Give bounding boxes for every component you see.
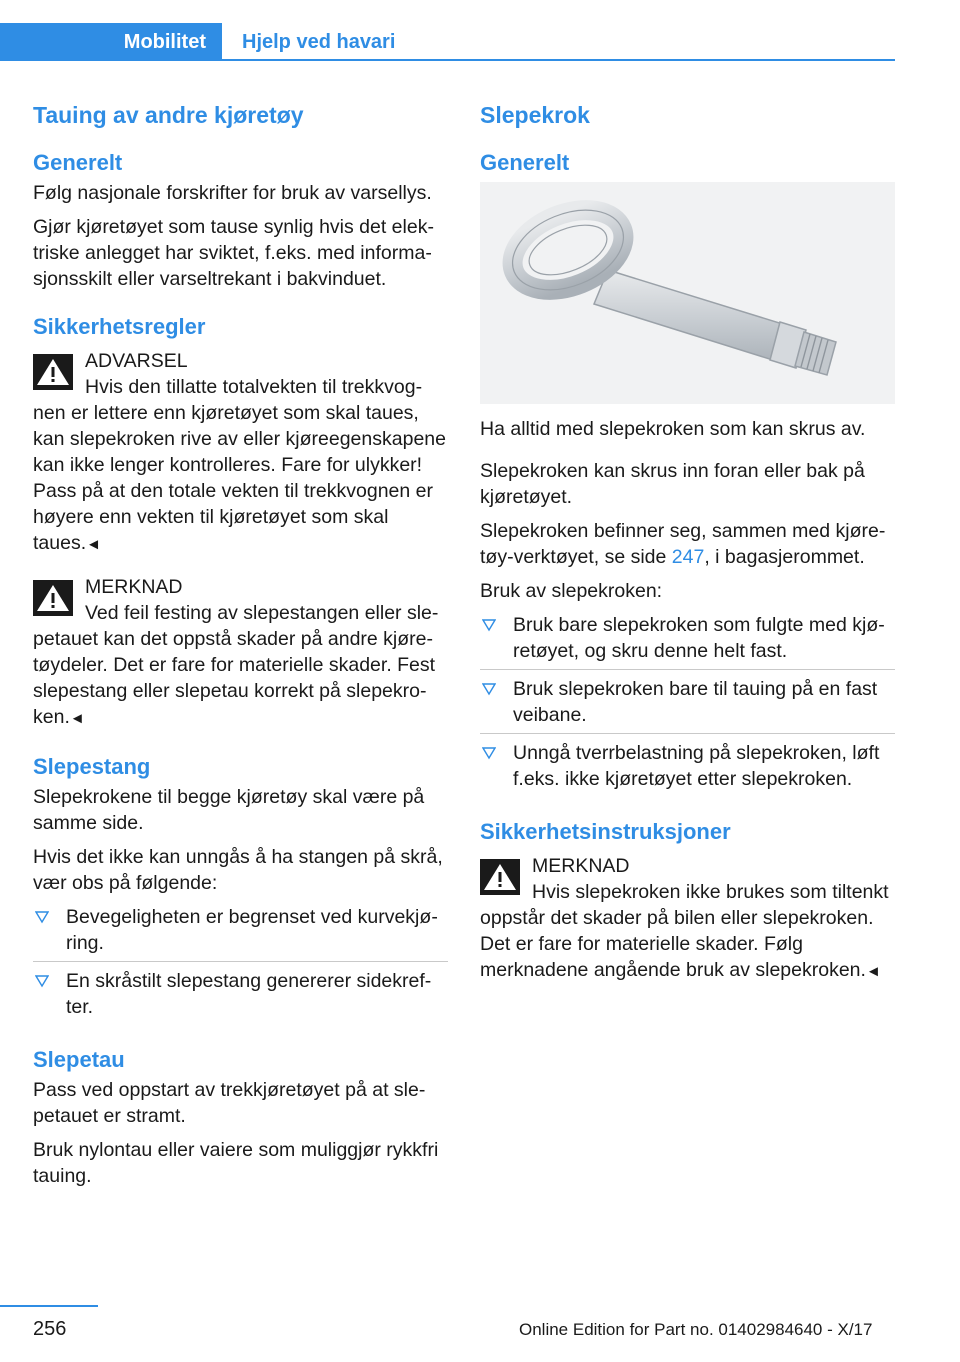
footer-divider [0,1305,98,1307]
paragraph: Pass ved oppstart av trekkjøretøyet på at slepetauet er stramt. [33,1079,426,1127]
warning-box-merknad [480,853,895,985]
heading-slepestang: Slepestang [33,754,151,779]
heading-generelt-left: Generelt [33,150,123,175]
header-divider [222,59,895,61]
triangle-bullet-icon [482,746,496,760]
tab-mobilitet[interactable]: Mobilitet [0,23,222,61]
end-mark: ◄ [69,710,85,727]
paragraph: Gjør kjøretøyet som tause synlig hvis det elektriske anlegget har sviktet, f.eks. med informasjonsskilt eller varseltrekant i bakvinduet. [33,216,434,290]
heading-generelt-right: Generelt [480,150,570,175]
triangle-bullet-icon [35,974,49,988]
heading-sikkerhetsregler: Sikkerhetsregler [33,314,206,339]
page-reference-link[interactable]: 247 [671,546,705,568]
warning-triangle-icon [33,354,73,390]
section-title-slepekrok: Slepekrok [480,102,590,128]
heading-sikkerhetsinstruksjoner: Sikkerhetsinstruksjoner [480,819,731,844]
page-number: 256 [33,1318,67,1340]
paragraph: Bruk av slepekroken: [480,580,663,602]
warning-triangle-icon [33,580,73,616]
tow-hook-illustration [480,182,895,404]
tab-hjelp-ved-havari[interactable]: Hjelp ved havari [242,30,396,53]
end-mark: ◄ [865,963,881,980]
warning-text: Hvis slepekroken ikke brukes som tiltenkt oppstår det skader på bilen eller slepekroken. Det er fare for materielle skader. Følg merknadene angående bruk av slepekroken. [480,881,889,981]
tow-hook-figure [480,182,895,404]
footer-edition: Online Edition for Part no. 01402984640 - X/17 [519,1320,873,1339]
paragraph: Slepekrokene til begge kjøretøy skal være på samme side. [33,786,425,834]
left-column [33,100,448,1197]
paragraph: Slepekroken kan skrus inn foran eller bak på kjøretøyet. [480,460,865,508]
triangle-bullet-icon [35,910,49,924]
list-item: Bruk slepekroken bare til tauing på en fast veibane. [480,676,895,734]
page-header [0,0,960,62]
warning-title: MERKNAD [532,855,630,877]
section-title-tauing: Tauing av andre kjøretøy [33,102,304,128]
bullet-list-slepestang [33,904,448,1025]
triangle-bullet-icon [482,618,496,632]
paragraph-with-link: Slepekroken befinner seg, sammen med kjøretøy-verktøyet, se side 247, i bagasjerommet. [480,520,886,568]
right-column [480,100,895,1001]
warning-box-advarsel [33,348,448,558]
list-item: Bevegeligheten er begrenset ved kurvekjøring. [33,904,448,962]
paragraph: Bruk nylontau eller vaiere som muliggjør rykkfri tauing. [33,1139,439,1187]
paragraph: Følg nasjonale forskrifter for bruk av varsellys. [33,182,432,204]
warning-title: ADVARSEL [85,350,188,372]
paragraph: Hvis det ikke kan unngås å ha stangen på skrå, vær obs på følgende: [33,846,443,894]
list-item: Unngå tverrbelastning på slepekroken, løft f.eks. ikke kjøretøyet etter slepekroken. [480,740,895,797]
warning-box-merknad [33,574,448,732]
bullet-list-slepekrok [480,612,895,797]
warning-text: Ved feil festing av slepestangen eller slepetauet kan det oppstå skader på andre kjøretøydeler. Det er fare for materielle skader. Fest slepestang eller slepetau korrekt på slepekroken. [33,602,439,728]
list-item: En skråstilt slepestang genererer sidekrefter. [33,968,448,1025]
figure-caption: Ha alltid med slepekroken som kan skrus av. [480,418,866,440]
end-mark: ◄ [86,536,101,553]
heading-slepetau: Slepetau [33,1047,125,1072]
list-item: Bruk bare slepekroken som fulgte med kjøretøyet, og skru denne helt fast. [480,612,895,670]
warning-triangle-icon [480,859,520,895]
triangle-bullet-icon [482,682,496,696]
warning-text: Hvis den tillatte totalvekten til trekkvognen er lettere enn kjøretøyet som skal taues, kan slepekroken rive av eller kjøreegenskapene kan ikke lenger kontrolleres. Fare for ulykker! Pass på at den totale vekten til trekkvognen er høyere enn vekten til kjøretøyet som skal taues. [33,376,446,554]
warning-title: MERKNAD [85,576,183,598]
